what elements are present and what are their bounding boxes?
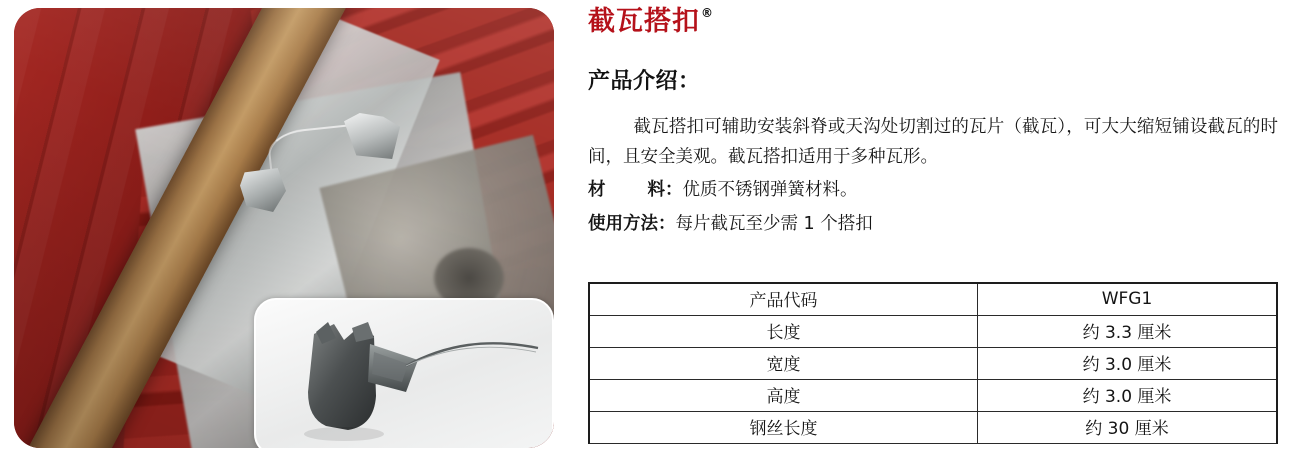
table-row: [589, 412, 1277, 444]
product-title-row: [588, 8, 713, 35]
material-row: [588, 176, 858, 204]
material-label-suffix: 料：: [647, 180, 683, 200]
table-row: [589, 316, 1277, 348]
usage-row: [588, 210, 873, 238]
spec-value: 约 3.3 厘米: [978, 316, 1278, 348]
clip-shadow: [304, 427, 384, 441]
intro-paragraph: 截瓦搭扣可辅助安装斜脊或天沟处切割过的瓦片（截瓦），可大大缩短铺设截瓦的时间，且安全美观。截瓦搭扣适用于多种瓦形。: [588, 117, 1278, 167]
table-row: [589, 283, 1277, 316]
usage-label: 使用方法：: [588, 214, 676, 234]
page-title: 截瓦搭扣: [588, 6, 700, 37]
usage-value: 每片截瓦至少需 1 个搭扣: [675, 214, 873, 234]
spec-name: 高度: [589, 380, 978, 412]
clip-wire: [406, 343, 538, 366]
clip-illustration-svg: [256, 300, 552, 448]
spec-name: 钢丝长度: [589, 412, 978, 444]
spec-value: 约 30 厘米: [978, 412, 1278, 444]
material-value: 优质不锈钢弹簧材料。: [682, 180, 858, 200]
spec-name: 宽度: [589, 348, 978, 380]
inset-product-closeup: [254, 298, 554, 448]
table-row: [589, 348, 1277, 380]
spec-value: 约 3.0 厘米: [978, 380, 1278, 412]
spec-value: WFG1: [978, 283, 1278, 316]
spec-name: 长度: [589, 316, 978, 348]
clip-body: [308, 324, 376, 430]
specification-table-body: [589, 283, 1277, 444]
section-heading-intro: 产品介绍：: [588, 69, 701, 94]
product-info-panel: [588, 0, 1288, 460]
main-product-photo: [14, 8, 554, 448]
material-label: 材: [588, 180, 606, 200]
registered-trademark-mark: ®: [701, 6, 713, 20]
spec-name: 产品代码: [589, 283, 978, 316]
table-row: [589, 380, 1277, 412]
specification-table: [588, 282, 1278, 444]
spec-value: 约 3.0 厘米: [978, 348, 1278, 380]
